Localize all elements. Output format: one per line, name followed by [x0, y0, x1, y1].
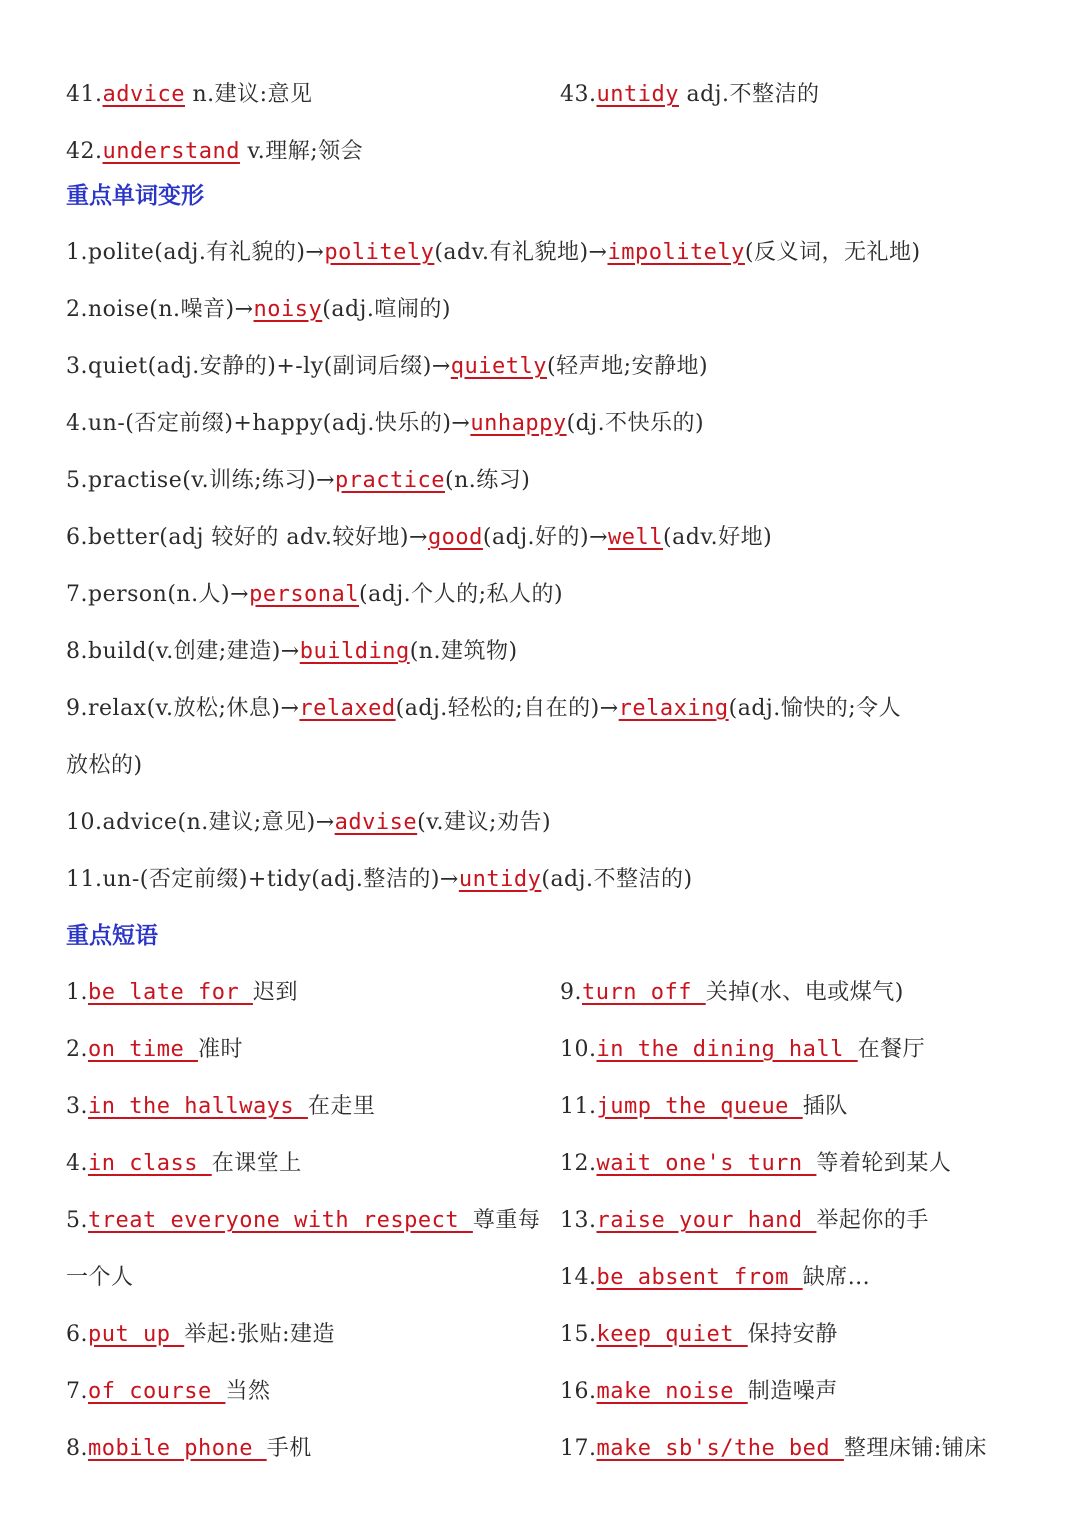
transform-gloss: (adj.个人的;私人的): [359, 582, 564, 607]
vocab-item: [66, 78, 313, 112]
item-number: 42.: [66, 139, 103, 164]
answer-phrase: keep quiet: [596, 1322, 748, 1347]
answer-phrase: jump the queue: [596, 1094, 803, 1119]
definition: 当然: [225, 1379, 271, 1404]
transform-row: [66, 635, 518, 669]
answer-word: untidy: [458, 867, 542, 892]
phrase-item: [560, 1261, 870, 1295]
item-number: 10.: [560, 1037, 597, 1062]
transform-gloss: (n.练习): [445, 468, 531, 493]
transform-row: [66, 863, 693, 897]
transform-gloss: (adj.不整洁的): [541, 867, 693, 892]
transform-row: [66, 407, 704, 441]
phrase-item: [66, 976, 298, 1010]
phrase-item: [560, 1375, 838, 1409]
phrase-item: [66, 1318, 335, 1352]
answer-word: practice: [335, 468, 446, 493]
definition: 一个人: [66, 1265, 134, 1290]
transform-row: [66, 236, 921, 270]
item-number: 4.: [66, 1151, 88, 1176]
transform-gloss: (v.建议;劝告): [417, 810, 552, 835]
answer-phrase: treat everyone with respect: [88, 1208, 473, 1233]
transform-base: 2.noise(n.噪音)→: [66, 297, 254, 322]
answer-phrase: in the hallways: [88, 1094, 308, 1119]
answer-phrase: be absent from: [596, 1265, 803, 1290]
definition: v.理解;领会: [239, 139, 364, 164]
answer-phrase: in the dining hall: [596, 1037, 858, 1062]
answer-word: advise: [334, 810, 418, 835]
definition: adj.不整洁的: [678, 82, 820, 107]
transform-row: [66, 464, 530, 498]
definition: 在餐厅: [857, 1037, 926, 1062]
section-heading-phrases: 重点短语: [66, 923, 158, 949]
transform-base: 1.polite(adj.有礼貌的)→: [66, 240, 325, 265]
item-number: 3.: [66, 1094, 88, 1119]
transform-row: [66, 350, 708, 384]
item-number: 15.: [560, 1322, 597, 1347]
phrase-item: [66, 1090, 375, 1124]
phrase-item: [560, 1033, 925, 1067]
phrase-item: [66, 1432, 312, 1466]
answer-phrase: make noise: [596, 1379, 748, 1404]
phrase-item: [560, 976, 904, 1010]
item-number: 6.: [66, 1322, 88, 1347]
definition: 举起:张贴:建造: [184, 1322, 336, 1347]
item-number: 8.: [66, 1436, 88, 1461]
transform-row: [66, 521, 772, 555]
phrase-item: [560, 1090, 848, 1124]
answer-phrase: on time: [88, 1037, 198, 1062]
answer-phrase: raise your hand: [596, 1208, 817, 1233]
answer-word: understand: [102, 139, 240, 164]
transform-gloss: (adj.喧闹的): [322, 297, 451, 322]
transform-base: 9.relax(v.放松;休息)→: [66, 696, 300, 721]
definition: 关掉(水、电或煤气): [705, 980, 904, 1005]
answer-phrase: turn off: [582, 980, 706, 1005]
answer-phrase: put up: [88, 1322, 185, 1347]
definition: 缺席...: [802, 1265, 871, 1290]
transform-gloss: (反义词，无礼地): [744, 240, 921, 265]
transform-row: [66, 578, 563, 612]
transform-row: [66, 293, 451, 327]
transform-middle: (adj.轻松的;自在的)→: [395, 696, 619, 721]
answer-word: quietly: [450, 354, 547, 379]
transform-base: 8.build(v.创建;建造)→: [66, 639, 300, 664]
answer-word: advice: [102, 82, 185, 107]
definition: n.建议:意见: [184, 82, 313, 107]
answer-word: good: [427, 525, 483, 550]
transform-gloss: 放松的): [66, 753, 143, 778]
phrase-item: [66, 1147, 302, 1181]
phrase-item: [560, 1204, 929, 1238]
item-number: 41.: [66, 82, 103, 107]
answer-word: personal: [249, 582, 360, 607]
answer-word: untidy: [596, 82, 679, 107]
definition: 整理床铺:铺床: [843, 1436, 987, 1461]
answer-word: politely: [324, 240, 435, 265]
transform-gloss: (adv.好地): [663, 525, 773, 550]
item-number: 9.: [560, 980, 582, 1005]
answer-phrase: wait one's turn: [596, 1151, 817, 1176]
item-number: 43.: [560, 82, 597, 107]
vocab-item: [560, 78, 820, 112]
item-number: 7.: [66, 1379, 88, 1404]
item-number: 2.: [66, 1037, 88, 1062]
definition: 手机: [266, 1436, 312, 1461]
transform-base: 6.better(adj 较好的 adv.较好地)→: [66, 525, 428, 550]
definition: 举起你的手: [816, 1208, 929, 1233]
transform-base: 3.quiet(adj.安静的)+-ly(副词后缀)→: [66, 354, 451, 379]
answer-word: impolitely: [607, 240, 745, 265]
phrase-item: [560, 1432, 987, 1466]
definition: 保持安静: [747, 1322, 838, 1347]
phrase-item: [66, 1204, 540, 1238]
definition: 在课堂上: [211, 1151, 302, 1176]
transform-base: 10.advice(n.建议;意见)→: [66, 810, 335, 835]
answer-word: unhappy: [470, 411, 567, 436]
answer-word: relaxing: [618, 696, 729, 721]
section-heading-word-forms: 重点单词变形: [66, 183, 204, 209]
item-number: 11.: [560, 1094, 597, 1119]
item-number: 16.: [560, 1379, 597, 1404]
answer-phrase: in class: [88, 1151, 212, 1176]
answer-word: well: [608, 525, 664, 550]
answer-word: building: [299, 639, 410, 664]
item-number: 14.: [560, 1265, 597, 1290]
phrase-item-continuation: [66, 1261, 134, 1295]
definition: 插队: [802, 1094, 848, 1119]
answer-phrase: of course: [88, 1379, 226, 1404]
transform-base: 7.person(n.人)→: [66, 582, 250, 607]
phrase-item: [560, 1147, 951, 1181]
definition: 迟到: [252, 980, 298, 1005]
item-number: 12.: [560, 1151, 597, 1176]
answer-word: noisy: [253, 297, 323, 322]
transform-gloss: (adj.愉快的;令人: [728, 696, 902, 721]
definition: 等着轮到某人: [816, 1151, 952, 1176]
transform-gloss: (dj.不快乐的): [566, 411, 705, 436]
phrase-item: [66, 1375, 270, 1409]
transform-middle: (adv.有礼貌地)→: [434, 240, 608, 265]
answer-word: relaxed: [299, 696, 396, 721]
answer-phrase: mobile phone: [88, 1436, 267, 1461]
definition: 尊重每: [472, 1208, 541, 1233]
phrase-item: [66, 1033, 243, 1067]
vocab-item: [66, 135, 363, 169]
definition: 准时: [197, 1037, 243, 1062]
transform-base: 4.un-(否定前缀)+happy(adj.快乐的)→: [66, 411, 471, 436]
answer-phrase: be late for: [88, 980, 253, 1005]
definition: 在走里: [307, 1094, 376, 1119]
phrase-item: [560, 1318, 838, 1352]
item-number: 1.: [66, 980, 88, 1005]
transform-gloss: (n.建筑物): [409, 639, 518, 664]
transform-row: [66, 806, 551, 840]
transform-middle: (adj.好的)→: [482, 525, 609, 550]
answer-phrase: make sb's/the bed: [596, 1436, 844, 1461]
transform-gloss: (轻声地;安静地): [546, 354, 709, 379]
item-number: 5.: [66, 1208, 88, 1233]
transform-base: 11.un-(否定前缀)+tidy(adj.整洁的)→: [66, 867, 459, 892]
transform-base: 5.practise(v.训练;练习)→: [66, 468, 336, 493]
transform-row-continuation: [66, 749, 143, 783]
item-number: 13.: [560, 1208, 597, 1233]
transform-row: [66, 692, 901, 726]
item-number: 17.: [560, 1436, 597, 1461]
definition: 制造噪声: [747, 1379, 838, 1404]
